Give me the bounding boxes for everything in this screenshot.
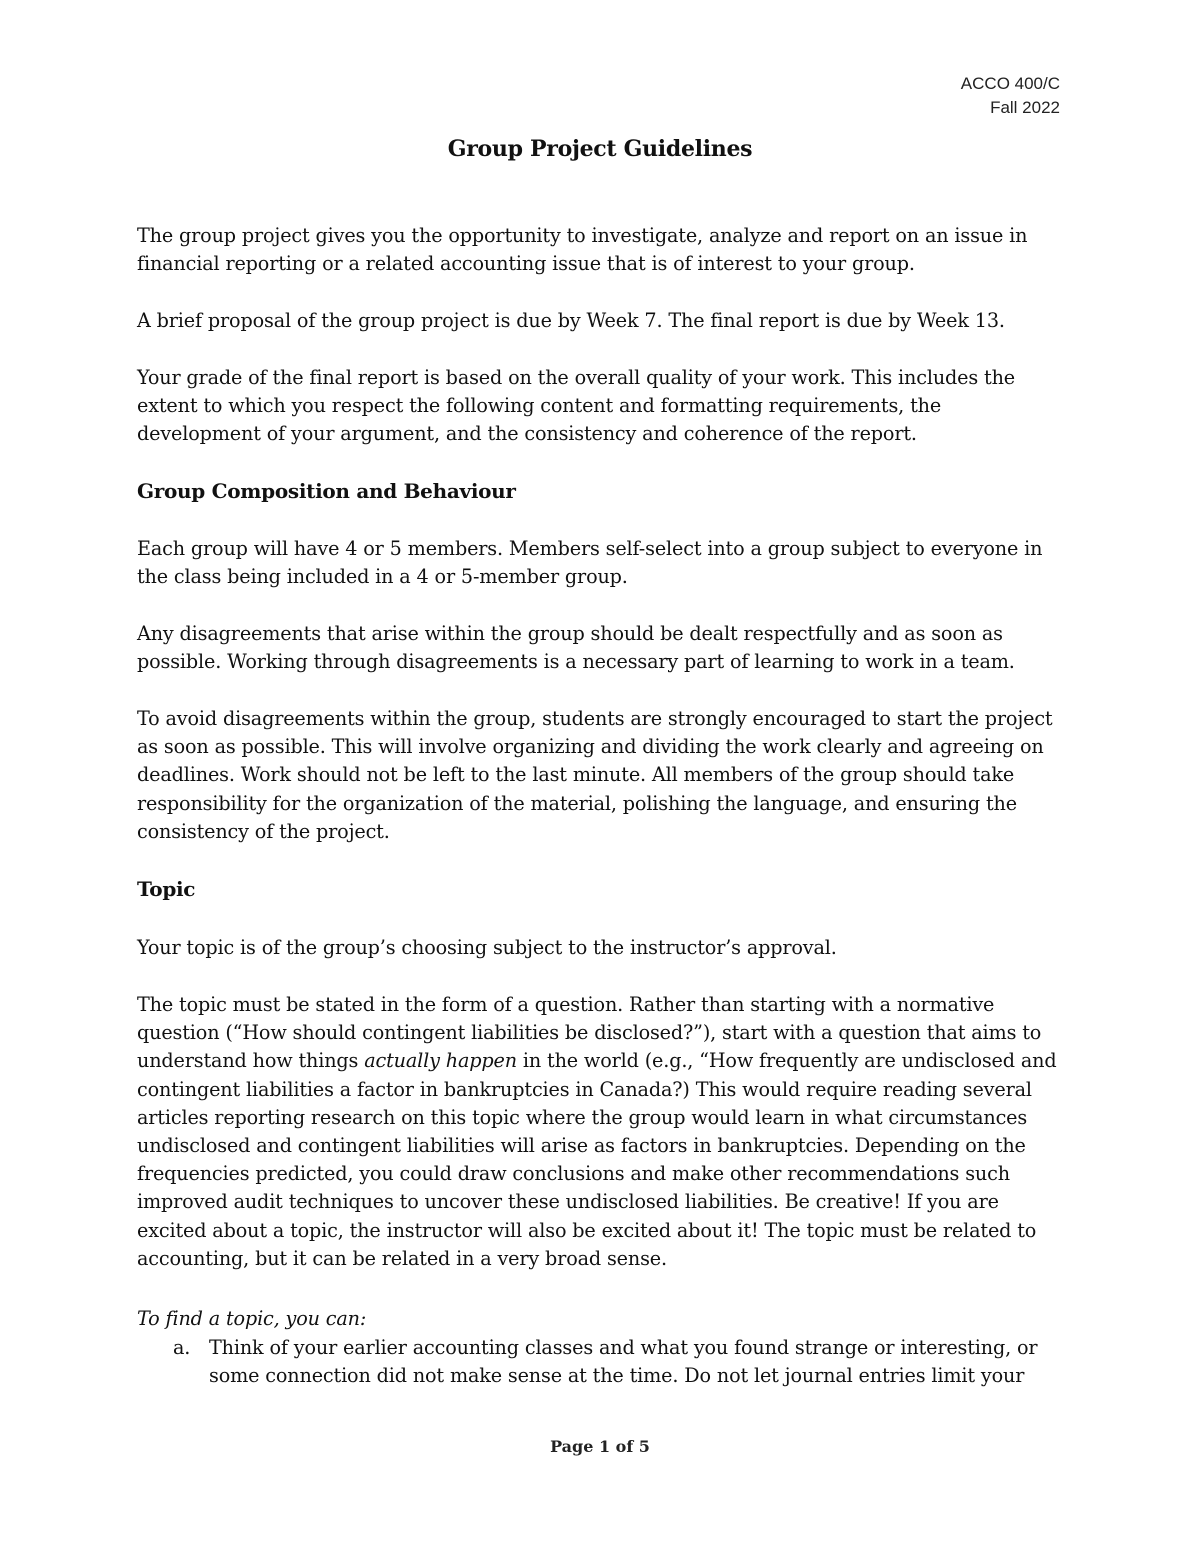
topic-text-start: The topic must be stated in the form of a question. Rather than starting with a normative question (“How should contingent liabilities be disclosed?”), start with a question that aims to understand how things — [137, 993, 1042, 1073]
group-composition-heading: Group Composition and Behaviour — [137, 479, 516, 503]
course-header — [961, 72, 1060, 120]
topic-heading: Topic — [137, 877, 196, 901]
find-topic-label: To find a topic, you can: — [137, 1307, 367, 1330]
topic-text-end: in the world (e.g., “How frequently are undisclosed and contingent liabilities a factor in bankruptcies in Canada?) This would require reading several articles reporting research on this topic where the group would learn in what circumstances undisclosed and contingent liabilities will arise as factors in bankruptcies. Depending on the frequencies predicted, you could draw conclusions and make other recommendations such improved audit techniques to uncover these undisclosed liabilities. Be creative! If you are excited about a topic, the instructor will also be excited about it! The topic must be related to accounting, but it can be related in a very broad sense. — [137, 1049, 1057, 1270]
page-number: Page 1 of 5 — [550, 1437, 650, 1456]
intro-paragraph-1: The group project gives you the opportunity to investigate, analyze and report on an issue in financial reporting or a related accounting issue that is of interest to your group. — [137, 224, 1028, 276]
course-code: ACCO 400/C — [960, 74, 1060, 93]
list-item-marker: a. — [173, 1336, 191, 1359]
document-title: Group Project Guidelines — [447, 136, 753, 162]
course-term: Fall 2022 — [990, 98, 1060, 117]
list-item-text: Think of your earlier accounting classes and what you found strange or interesting, or some connection did not make sense at the time. Do not let journal entries limit your — [209, 1336, 1038, 1388]
topic-ideas-list — [137, 1334, 1067, 1390]
list-item — [137, 1334, 1067, 1390]
topic-paragraph-1: Your topic is of the group’s choosing subject to the instructor’s approval. — [137, 936, 837, 959]
topic-paragraph-2 — [137, 991, 1067, 1273]
intro-paragraph-2: A brief proposal of the group project is due by Week 7. The final report is due by Week 13. — [137, 309, 1005, 332]
topic-text-emphasis: actually happen — [364, 1049, 517, 1073]
group-paragraph-3: To avoid disagreements within the group, students are strongly encouraged to start the project as soon as possible. This will involve organizing and dividing the work clearly and agreeing on deadlines. Work should not be left to the last minute. All members of the group should take responsibility for the organization of the material, polishing the language, and ensuring the consistency of the project. — [137, 707, 1053, 843]
group-paragraph-2: Any disagreements that arise within the group should be dealt respectfully and as soon as possible. Working through disagreements is a necessary part of learning to work in a team. — [137, 622, 1015, 674]
intro-paragraph-3: Your grade of the final report is based on the overall quality of your work. This includes the extent to which you respect the following content and formatting requirements, the development of your argument, and the consistency and coherence of the report. — [137, 366, 1015, 446]
group-paragraph-1: Each group will have 4 or 5 members. Members self-select into a group subject to everyone in the class being included in a 4 or 5-member group. — [137, 537, 1043, 589]
